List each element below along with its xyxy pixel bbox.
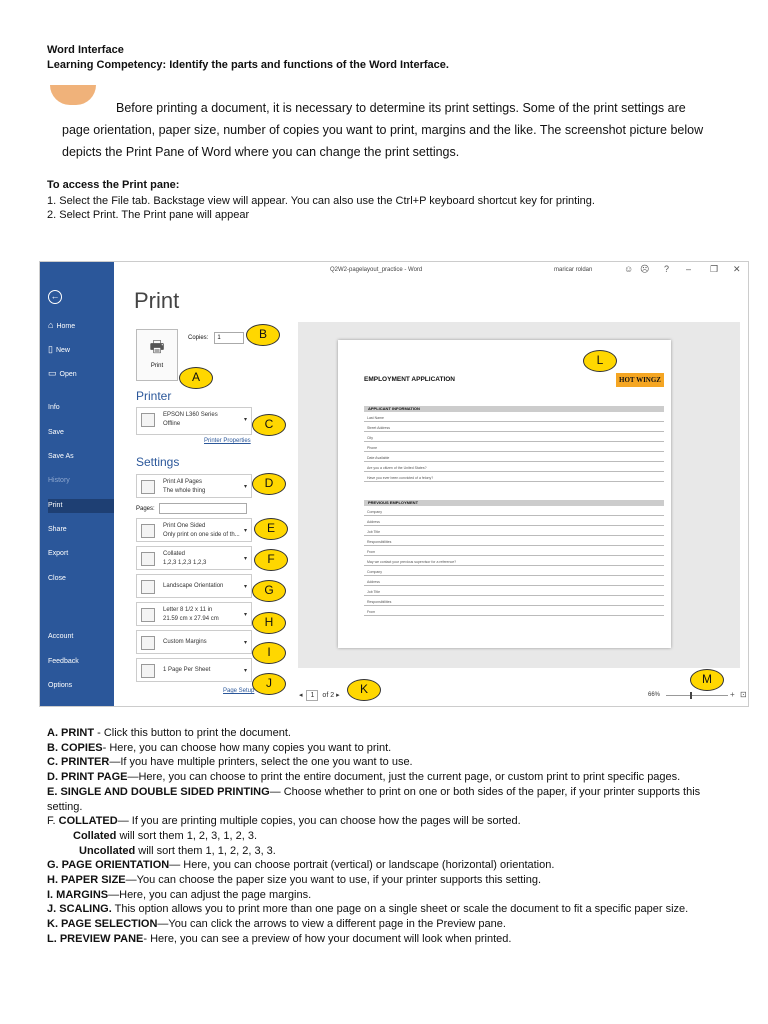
frown-icon[interactable]: ☹ [640, 264, 650, 274]
def-margins: I. MARGINS—Here, you can adjust the page margins. [47, 888, 312, 901]
access-steps [47, 194, 607, 222]
backstage-sidebar [40, 262, 114, 707]
new-doc-icon: ▯ [48, 344, 53, 354]
zoom-slider-knob[interactable] [690, 692, 692, 699]
preview-form-row: Street Address [364, 424, 664, 432]
def-paper-size: H. PAPER SIZE—You can choose the paper size you want to use, if your printer supports this setting. [47, 874, 542, 887]
preview-form-row: Company [364, 508, 664, 516]
preview-form-row: May we contact your previous supervisor for a reference? [364, 558, 664, 566]
preview-section-1: APPLICANT INFORMATION [364, 406, 664, 412]
def-print-page: D. PRINT PAGE—Here, you can choose to print the entire document, just the current page, or custom print to print specific pages. [47, 771, 681, 784]
intro-paragraph: Before printing a document, it is necessary to determine its print settings. Some of the print settings are page orientation, paper size, number of copies you want to print, margins and the like. The screenshot picture below depicts the Print Pane of Word where you can change the print settings. [62, 101, 704, 159]
def-print: A. PRINT - Click this button to print the document. [47, 727, 291, 739]
preview-form-row: Address [364, 578, 664, 586]
chevron-down-icon: ▾ [243, 640, 247, 646]
definitions-list [47, 726, 717, 947]
next-page-icon[interactable]: ▸ [336, 692, 340, 699]
chevron-down-icon: ▾ [243, 417, 247, 423]
preview-heading: EMPLOYMENT APPLICATION [364, 376, 455, 383]
printer-device-icon [141, 413, 155, 427]
preview-form-row: From [364, 608, 664, 616]
printer-dropdown[interactable]: EPSON L360 Series Offline ▾ [136, 407, 252, 435]
restore-icon[interactable]: ❐ [710, 264, 719, 274]
preview-form-row: Company [364, 568, 664, 576]
page-number-input[interactable]: 1 [306, 690, 318, 701]
preview-form-row: Job Title [364, 528, 664, 536]
def-collated: F. COLLATED— If you are printing multiple copies, you can choose how the pages will be sorted. [47, 815, 521, 828]
pages-icon [141, 480, 155, 494]
orientation-dropdown[interactable]: Landscape Orientation ▾ [136, 574, 252, 598]
word-print-screenshot [39, 261, 749, 707]
backstage-item-save-as[interactable]: Save As [48, 453, 74, 460]
def-orientation: G. PAGE ORIENTATION— Here, you can choose portrait (vertical) or landscape (horizontal) orientation. [47, 859, 555, 872]
margins-dropdown[interactable]: Custom Margins ▾ [136, 630, 252, 654]
learning-competency: Learning Competency: Identify the parts and functions of the Word Interface. [47, 59, 449, 71]
pages-field: Pages: [136, 503, 247, 514]
help-icon[interactable]: ? [664, 264, 670, 274]
collate-icon [141, 552, 155, 566]
print-pane-title: Print [134, 288, 180, 313]
backstage-item-feedback[interactable]: Feedback [48, 658, 79, 665]
def-scaling: J. SCALING. This option allows you to print more than one page on a single sheet or scale the document to fit a specific paper size. [47, 903, 689, 916]
preview-form-row: Last Name [364, 414, 664, 422]
callout-k: K [347, 679, 381, 701]
paper-size-dropdown[interactable]: Letter 8 1/2 x 11 in 21.59 cm x 27.94 cm ▾ [136, 602, 252, 626]
preview-form-row: Date Available [364, 454, 664, 462]
backstage-item-export[interactable]: Export [48, 550, 69, 557]
backstage-item-open[interactable]: ▭ Open [48, 368, 77, 378]
preview-form-row: Phone [364, 444, 664, 452]
callout-i: I [252, 642, 286, 664]
step-1: 1. Select the File tab. Backstage view will appear. You can also use the Ctrl+P keyboard shortcut key for printing. [47, 195, 595, 207]
backstage-item-home[interactable]: ⌂ Home [48, 320, 76, 330]
margins-icon [141, 636, 155, 650]
page-setup-link[interactable]: Page Setup [223, 688, 255, 694]
def-preview-pane: L. PREVIEW PANE- Here, you can see a preview of how your document will look when printed. [47, 932, 512, 945]
backstage-item-share[interactable]: Share [48, 526, 67, 533]
printer-heading: Printer [136, 389, 172, 403]
printer-properties-link[interactable]: Printer Properties [204, 438, 251, 444]
def-sided: E. SINGLE AND DOUBLE SIDED PRINTING— Choose whether to print on one or both sides of the paper, if your printer supports this setting. [47, 785, 701, 813]
back-arrow-icon[interactable]: ← [48, 290, 62, 304]
callout-l: L [583, 350, 617, 372]
folder-icon: ▭ [48, 368, 57, 378]
callout-m: M [690, 669, 724, 691]
backstage-item-new[interactable]: ▯ New [48, 344, 70, 354]
backstage-item-account[interactable]: Account [48, 633, 74, 640]
zoom-in-icon[interactable]: + [730, 690, 735, 699]
chevron-down-icon: ▾ [243, 584, 247, 590]
preview-form-row: Address [364, 518, 664, 526]
chevron-down-icon: ▾ [243, 528, 247, 534]
callout-e: E [254, 518, 288, 540]
preview-form-row: City [364, 434, 664, 442]
def-collated-sub: Collated will sort them 1, 2, 3, 1, 2, 3. [73, 829, 258, 842]
pages-input[interactable] [159, 503, 247, 514]
printer-icon: 🖶 [149, 339, 165, 356]
chevron-down-icon: ▾ [243, 612, 247, 618]
fit-page-icon[interactable]: ⊡ [740, 690, 747, 699]
callout-d: D [252, 473, 286, 495]
preview-page [338, 340, 671, 648]
sides-dropdown[interactable]: Print One Sided Only print on one side of th... ▾ [136, 518, 252, 542]
chevron-down-icon: ▾ [243, 484, 247, 490]
settings-heading: Settings [136, 455, 180, 469]
collate-dropdown[interactable]: Collated 1,2,3 1,2,3 1,2,3 ▾ [136, 546, 252, 570]
preview-form-row: From [364, 548, 664, 556]
preview-section-2: PREVIOUS EMPLOYMENT [364, 500, 664, 506]
def-printer: C. PRINTER—If you have multiple printers, select the one you want to use. [47, 756, 413, 769]
step-2: 2. Select Print. The Print pane will appear [47, 209, 250, 221]
scaling-dropdown[interactable]: 1 Page Per Sheet ▾ [136, 658, 252, 682]
minimize-icon[interactable]: – [686, 264, 692, 274]
callout-f: F [254, 549, 288, 571]
home-icon: ⌂ [48, 320, 54, 330]
callout-b: B [246, 324, 280, 346]
backstage-item-close[interactable]: Close [48, 575, 66, 582]
document-title: Word Interface [47, 44, 124, 56]
preview-form-row: Responsibilities [364, 538, 664, 546]
chevron-down-icon: ▾ [243, 668, 247, 674]
backstage-item-print[interactable]: Print [48, 499, 114, 513]
chevron-down-icon: ▾ [243, 556, 247, 562]
window-title: Q2W2-pagelayout_practice - Word [330, 267, 423, 273]
print-button[interactable]: 🖶 Print [136, 329, 178, 381]
callout-j: J [252, 673, 286, 695]
backstage-item-info[interactable]: Info [48, 404, 60, 411]
def-uncollated-sub: Uncollated will sort them 1, 1, 2, 2, 3, 3. [79, 844, 276, 857]
print-pages-dropdown[interactable]: Print All Pages The whole thing ▾ [136, 474, 252, 498]
close-icon[interactable]: ✕ [733, 264, 741, 274]
backstage-item-save[interactable]: Save [48, 429, 64, 436]
callout-g: G [252, 580, 286, 602]
def-copies: B. COPIES- Here, you can choose how many copies you want to print. [47, 741, 392, 754]
preview-form-row: Are you a citizen of the United States? [364, 464, 664, 472]
preview-form-row: Job Title [364, 588, 664, 596]
callout-h: H [252, 612, 286, 634]
def-page-selection: K. PAGE SELECTION—You can click the arrows to view a different page in the Preview pane. [47, 918, 506, 931]
copies-control: Copies: 1 [188, 332, 244, 344]
access-heading: To access the Print pane: [47, 179, 180, 191]
one-sided-icon [141, 524, 155, 538]
paper-icon [141, 608, 155, 622]
zoom-slider[interactable] [666, 695, 728, 696]
copies-input[interactable]: 1 [214, 332, 244, 344]
backstage-item-options[interactable]: Options [48, 682, 73, 689]
preview-logo: HOT WINGZ [616, 373, 664, 387]
smiley-icon[interactable]: ☺ [624, 264, 634, 274]
preview-form-row: Responsibilities [364, 598, 664, 606]
zoom-level: 66% [648, 692, 661, 698]
preview-form-row: Have you ever been convicted of a felony? [364, 474, 664, 482]
page-navigation: ◂ 1 of 2 ▸ [299, 692, 340, 699]
prev-page-icon[interactable]: ◂ [299, 692, 303, 699]
user-name[interactable]: maricar roldan [554, 267, 593, 273]
callout-a: A [179, 367, 213, 389]
sheet-icon [141, 664, 155, 678]
callout-c: C [252, 414, 286, 436]
landscape-icon [141, 580, 155, 594]
backstage-item-history[interactable]: History [48, 477, 70, 484]
